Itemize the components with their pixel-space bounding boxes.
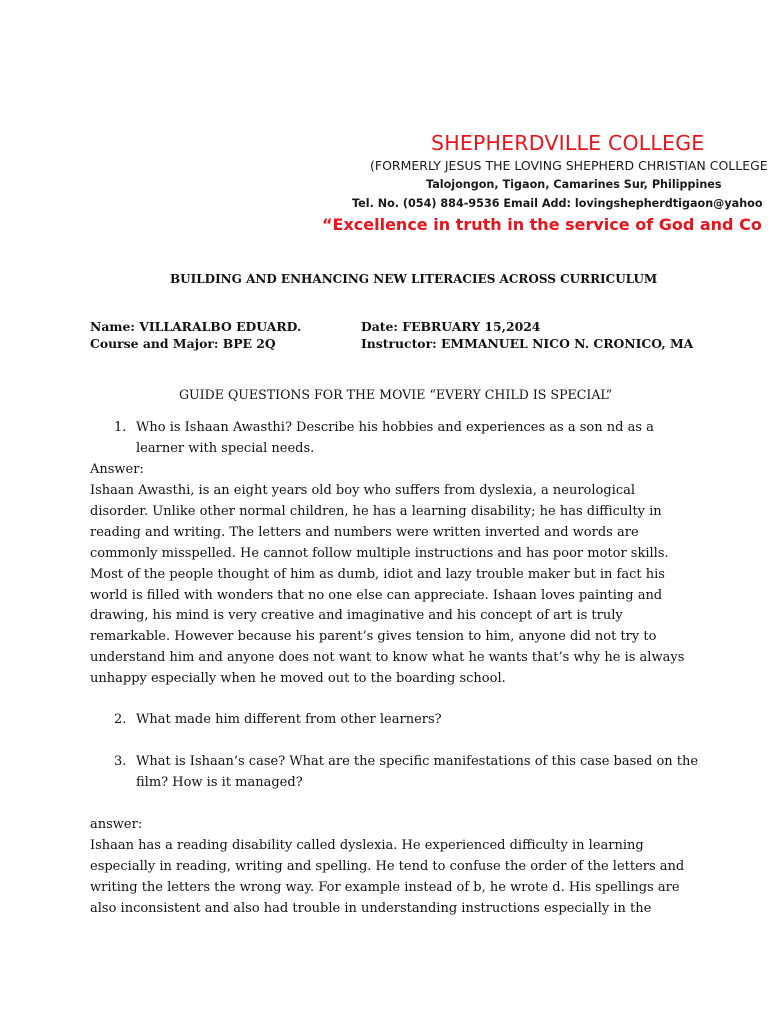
question-1-line-1: Who is Ishaan Awasthi? Describe his hobbies and experiences as a son nd as a <box>136 420 654 435</box>
answer-1-line: world is filled with wonders that no one else can appreciate. Ishaan loves painting and <box>90 588 663 603</box>
answer-1-line: Most of the people thought of him as dumb, idiot and lazy trouble maker but in fact his <box>90 567 665 582</box>
answer-3-line: also inconsistent and also had trouble in understanding instructions especially in the <box>90 901 652 916</box>
subject-title: BUILDING AND ENHANCING NEW LITERACIES ACROSS CURRICULUM <box>170 272 658 286</box>
college-former-name: (FORMERLY JESUS THE LOVING SHEPHERD CHRISTIAN COLLEGE <box>370 158 768 173</box>
course-major: Course and Major: BPE 2Q <box>90 336 276 351</box>
question-3-line-1: What is Ishaan’s case? What are the specific manifestations of this case based on the <box>136 754 699 769</box>
answer-1-line: understand him and anyone does not want to know what he wants that’s why he is always <box>90 650 685 665</box>
question-1-answer-label: Answer: <box>90 462 144 477</box>
answer-1-line: reading and writing. The letters and numbers were written inverted and words are <box>90 525 639 540</box>
instructor: Instructor: EMMANUEL NICO N. CRONICO, MA <box>361 336 694 351</box>
answer-3-line: especially in reading, writing and spelling. He tend to confuse the order of the letters and <box>90 859 685 874</box>
college-motto: “Excellence in truth in the service of God and Co <box>322 215 762 234</box>
college-address: Talojongon, Tigaon, Camarines Sur, Philippines <box>426 178 722 191</box>
answer-1-line: disorder. Unlike other normal children, he has a learning disability; he has difficulty in <box>90 504 662 519</box>
submission-date: Date: FEBRUARY 15,2024 <box>361 319 541 334</box>
question-1-line-2: learner with special needs. <box>136 441 315 456</box>
question-3-line-2: film? How is it managed? <box>136 775 303 790</box>
guide-questions-title: GUIDE QUESTIONS FOR THE MOVIE “EVERY CHILD IS SPECIAL” <box>179 387 613 402</box>
answer-1-line: drawing, his mind is very creative and imaginative and his concept of art is truly <box>90 608 623 623</box>
answer-1-line: Ishaan Awasthi, is an eight years old boy who suffers from dyslexia, a neurological <box>90 483 636 498</box>
question-3-answer-label: answer: <box>90 817 143 832</box>
answer-1-line: unhappy especially when he moved out to the boarding school. <box>90 671 506 686</box>
answer-1-line: remarkable. However because his parent’s gives tension to him, anyone did not try to <box>90 629 657 644</box>
question-3-number: 3. <box>114 754 127 769</box>
college-name: SHEPHERDVILLE COLLEGE <box>431 131 705 155</box>
student-name: Name: VILLARALBO EDUARD. <box>90 319 302 334</box>
answer-1-line: commonly misspelled. He cannot follow multiple instructions and has poor motor skills. <box>90 546 669 561</box>
question-2-text: What made him different from other learners? <box>136 712 442 727</box>
answer-3-line: Ishaan has a reading disability called dyslexia. He experienced difficulty in learning <box>90 838 644 853</box>
college-contact: Tel. No. (054) 884-9536 Email Add: lovingshepherdtigaon@yahoo <box>352 197 763 210</box>
question-2-number: 2. <box>114 712 127 727</box>
question-1-number: 1. <box>114 420 127 435</box>
answer-3-line: writing the letters the wrong way. For example instead of b, he wrote d. His spellings are <box>90 880 680 895</box>
